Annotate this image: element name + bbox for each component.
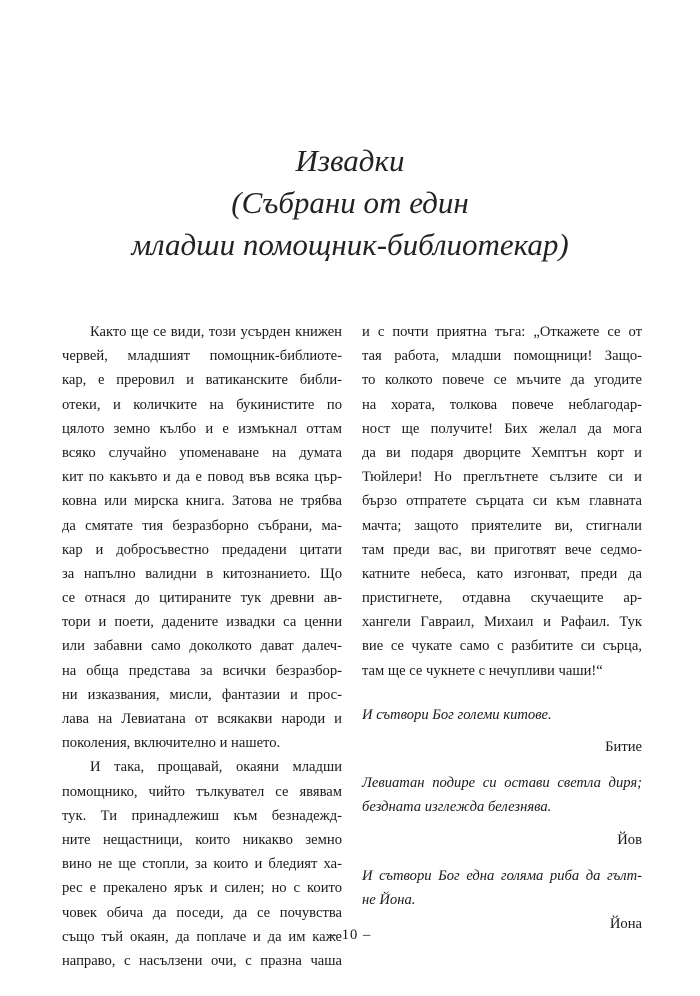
- epigraph-jonah: [362, 864, 642, 937]
- epigraph-job: [362, 771, 642, 852]
- text-line: всяко случайно упоменаване на думата: [62, 444, 342, 461]
- text-line: кит по какъвто и да е повод във всяка цър-: [62, 469, 342, 486]
- text-line: рес е прекалено ярък и силен; но с които: [62, 880, 342, 897]
- text-line: кар и добросъвестно предадени цитати: [62, 541, 342, 558]
- text-line: вие се чукате само с разбитите си сърца,: [362, 638, 642, 655]
- text-line: направо, с насълзени очи, с празна чаша: [62, 952, 342, 969]
- text-line: Както ще се види, този усърден книжен: [90, 324, 342, 340]
- epigraph-source: Битие: [605, 739, 642, 755]
- epigraph-source: Йона: [609, 916, 642, 933]
- text-line: лава на Левиатана от всякакви народи и: [62, 711, 342, 727]
- epigraph-text: не Йона.: [362, 891, 416, 908]
- text-line: кар, е преровил и ватиканските библи-: [62, 372, 342, 389]
- text-line: Тюйлери! Но преглътнете сълзите си и: [362, 469, 642, 486]
- left-column: [62, 320, 342, 973]
- text-line: отеки, и количките на букинистите по: [62, 396, 342, 413]
- epigraph-text: Левиатан подире си остави светла диря;: [362, 775, 642, 792]
- epigraph-text: бездната изглежда белезнява.: [362, 799, 552, 816]
- text-line: на обща представа за всички безразбор-: [62, 662, 342, 679]
- page-number: – 10 –: [328, 927, 372, 943]
- text-line: да смятате тия безразборно събрани, ма-: [62, 517, 342, 534]
- text-line: мачта; защото приятелите ви, стигнали: [362, 517, 642, 534]
- epigraph-text: И сътвори Бог една голяма риба да гълт-: [362, 867, 642, 884]
- text-line: се отнася до цитираните тук древни ав-: [62, 590, 342, 607]
- text-line: катните небеса, като изгонват, преди да: [362, 565, 642, 582]
- text-line: ност ще получите! Бих желал да мога: [362, 420, 642, 437]
- epigraph-source: Йов: [617, 831, 642, 848]
- text-line: и с почти приятна тъга: „Откажете се от: [362, 324, 642, 340]
- text-line: пристигнете, отдавна скучаещите ар-: [362, 590, 642, 607]
- text-line: червей, младшият помощник-библиоте-: [62, 348, 342, 365]
- right-column: [362, 320, 642, 936]
- epigraph-text: И сътвори Бог големи китове.: [362, 706, 552, 723]
- chapter-title: [60, 140, 640, 266]
- text-line: за напълно валидни в китознанието. Що: [62, 565, 342, 582]
- text-line: ните нещастници, които никакво земно: [62, 831, 342, 848]
- epigraph-genesis: [362, 703, 642, 759]
- text-line: ни изказвания, мисли, фантазии и прос-: [62, 686, 342, 703]
- text-line: човек обича да поседи, да се почувства: [62, 904, 342, 921]
- title-line-3: младши помощник-библиотекар): [131, 227, 569, 262]
- text-line: ковна или мирска книга. Затова не трябва: [62, 493, 342, 510]
- text-line: там ще се чукнете с нечупливи чаши!“: [362, 662, 603, 679]
- text-line: също тъй окаян, да поплаче и да им каже: [62, 928, 342, 945]
- text-line: бързо отпратете сърцата си към главната: [362, 493, 642, 510]
- text-line: тая работа, младши помощници! Защо-: [362, 348, 642, 365]
- title-line-2: (Събрани от един: [231, 185, 469, 220]
- text-line: хангели Гавраил, Михаил и Рафаил. Тук: [362, 614, 642, 631]
- text-line: поколения, включително и нашето.: [62, 735, 281, 752]
- text-line: или забавни само доколкото дават далеч-: [62, 638, 342, 655]
- text-line: вино не ще стопли, за които и бледият ха-: [62, 856, 342, 873]
- text-line: тори и поети, дадените извадки са ценни: [62, 614, 342, 631]
- title-line-1: Извадки: [295, 143, 405, 178]
- text-line: помощнико, чийто тълкувател се явявам: [62, 783, 342, 800]
- text-line: да ви подаря дворците Хемптън корт и: [362, 444, 642, 461]
- text-line: И така, прощавай, окаяни младши: [90, 759, 342, 776]
- text-line: на хората, толкова повече неблагодар-: [362, 396, 642, 413]
- text-line: там преди вас, ви приготвят вече седмо-: [362, 541, 642, 558]
- text-line: тук. Ти принадлежиш към безнадежд-: [62, 807, 342, 824]
- text-line: цялото земно кълбо и е измъкнал оттам: [62, 420, 342, 437]
- text-line: то колкото повече се мъчите да угодите: [362, 372, 642, 389]
